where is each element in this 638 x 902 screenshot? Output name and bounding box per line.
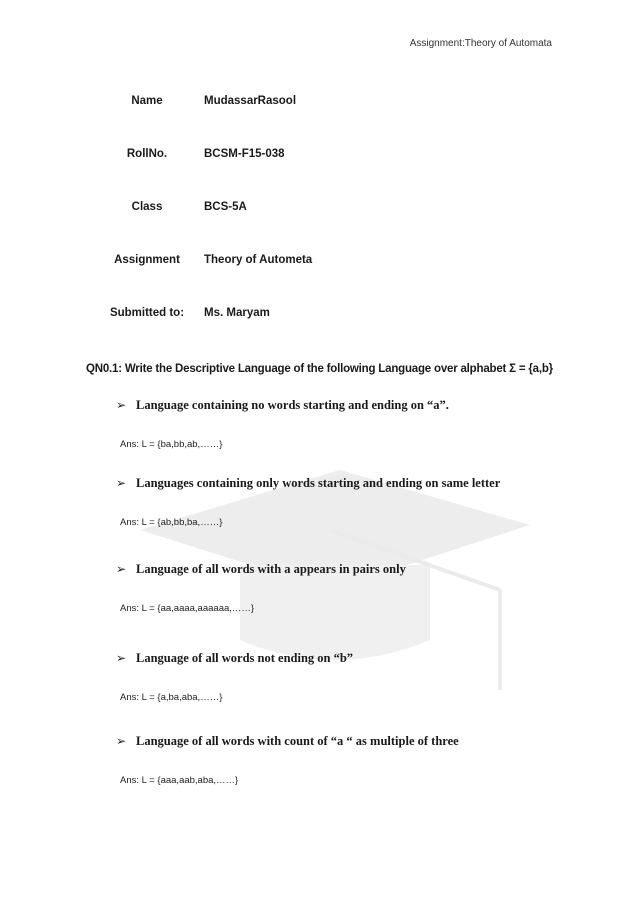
question-title: QN0.1: Write the Descriptive Language of the following Language over alphabet Σ = {a,b} <box>86 363 553 375</box>
item-answer: Ans: L = {aaa,aab,aba,……} <box>120 775 239 786</box>
info-label: Assignment <box>114 254 180 266</box>
graduation-cap-watermark <box>120 470 540 730</box>
item-text: Language of all words with count of “a “ as multiple of three <box>136 734 459 748</box>
info-value: Ms. Maryam <box>204 307 270 319</box>
arrow-bullet-icon: ➢ <box>116 398 127 412</box>
item-answer: Ans: L = {aa,aaaa,aaaaaa,……} <box>120 603 255 614</box>
arrow-bullet-icon: ➢ <box>116 562 127 576</box>
info-value: BCSM-F15-038 <box>204 148 285 160</box>
info-value: Theory of Autometa <box>204 254 313 266</box>
info-label: RollNo. <box>126 148 168 160</box>
info-value: MudassarRasool <box>204 95 297 107</box>
info-label: Class <box>131 201 163 213</box>
item-text: Language containing no words starting and ending on “a”. <box>136 398 449 412</box>
item-answer: Ans: L = {ab,bb,ba,……} <box>120 517 223 528</box>
item-answer: Ans: L = {a,ba,aba,……} <box>120 692 223 703</box>
item-answer: Ans: L = {ba,bb,ab,……} <box>120 439 223 450</box>
item-text: Language of all words with a appears in pairs only <box>136 562 406 576</box>
info-label: Name <box>131 95 163 107</box>
arrow-bullet-icon: ➢ <box>116 734 127 748</box>
arrow-bullet-icon: ➢ <box>116 476 127 490</box>
page-header: Assignment:Theory of Automata <box>409 38 552 49</box>
item-text: Languages containing only words starting and ending on same letter <box>136 476 501 490</box>
item-text: Language of all words not ending on “b” <box>136 651 354 665</box>
info-label: Submitted to: <box>109 307 185 319</box>
arrow-bullet-icon: ➢ <box>116 651 127 665</box>
info-value: BCS-5A <box>204 201 247 213</box>
